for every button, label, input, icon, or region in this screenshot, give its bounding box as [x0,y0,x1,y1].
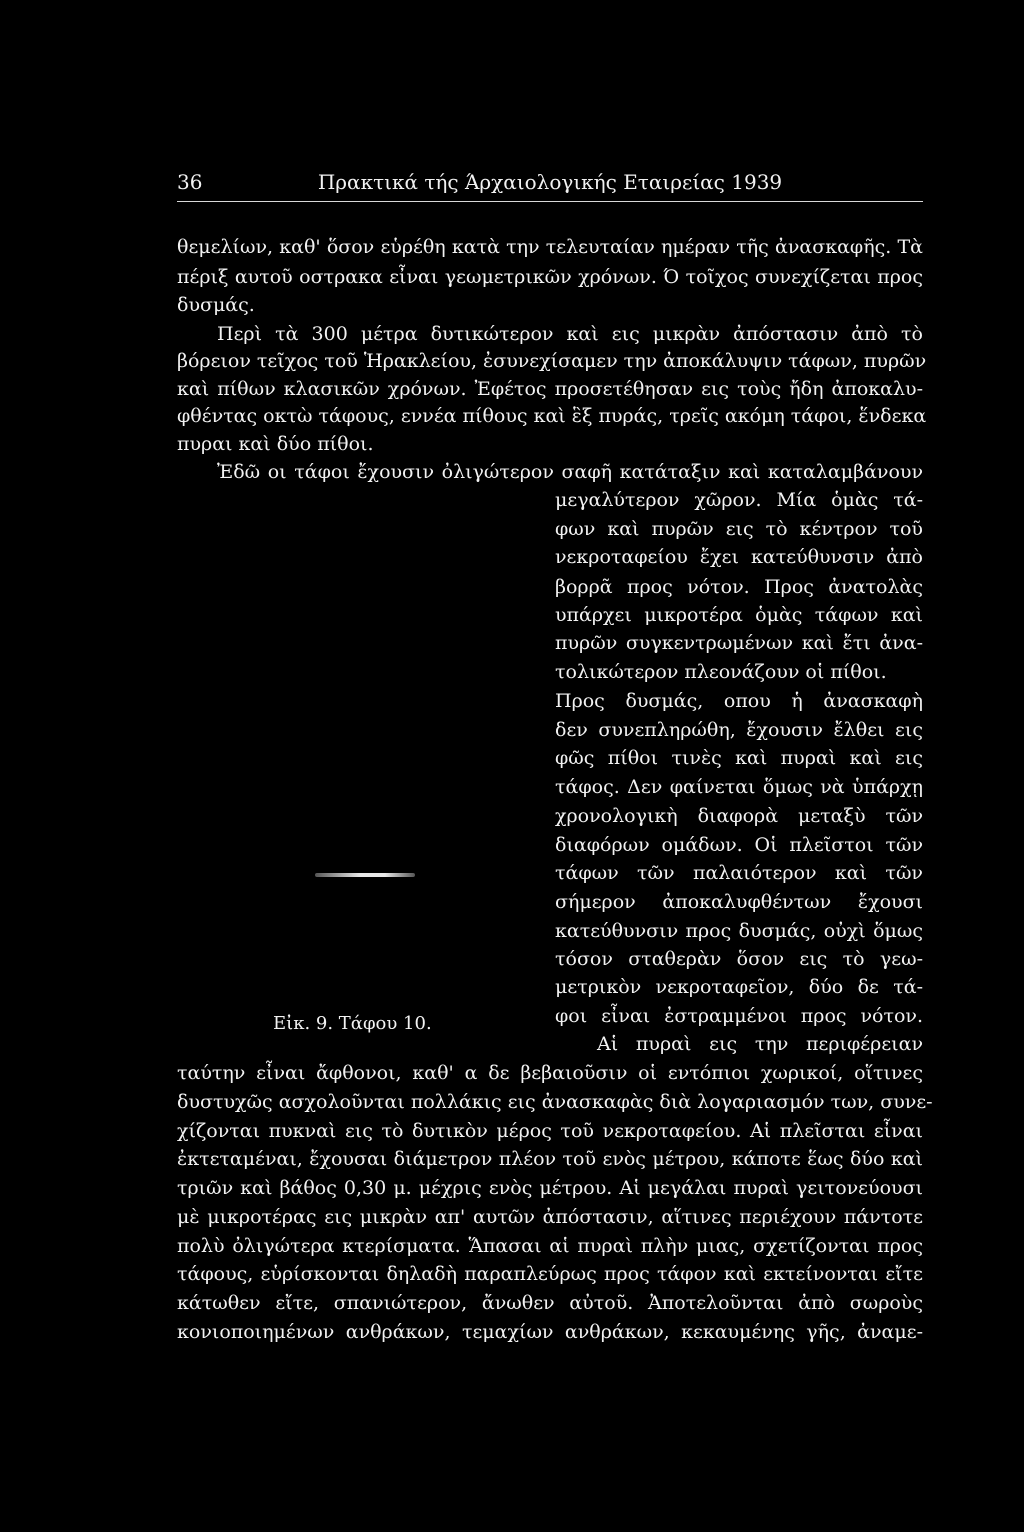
text-line: φοι εἶναι ἐστραμμένοι προς νότον. [555,1005,923,1027]
text-line: τάφους, εὑρίσκονται δηλαδὴ παραπλεύρως προς τάφον καὶ εκτείνονται εἴτε [177,1263,923,1285]
text-line: δυστυχῶς ασχολοῦνται πολλάκις εις ἀνασκαφὰς διὰ λογαριασμόν των, συνε- [177,1091,933,1113]
text-line: τόσον σταθερὰν ὅσον εις τὸ γεω- [555,948,923,970]
text-line: χρονολογικὴ διαφορὰ μεταξὺ τῶν [555,805,923,827]
text-line: νεκροταφείου ἔχει κατεύθυνσιν ἀπὸ [555,546,923,568]
text-line: πολὺ ὀλιγώτερα κτερίσματα. Ἅπασαι αἱ πυραὶ πλὴν μιας, σχετίζονται προς [177,1235,923,1257]
text-line: τριῶν καὶ βάθος 0,30 μ. μέχρις ενὸς μέτρου. Αἱ μεγάλαι πυραὶ γειτονεύουσι [177,1177,923,1199]
text-line: πέριξ αυτοῦ οστρακα εἶναι γεωμετρικῶν χρόνων. Ό τοῖχος συνεχίζεται προς [177,266,923,288]
text-line: βορρᾶ προς νότον. Προς ἀνατολὰς [555,576,923,598]
text-line: μετρικὸν νεκροταφεῖον, δύο δε τά- [555,976,923,998]
text-line: ἐκτεταμέναι, ἔχουσαι διάμετρον πλέον τοῦ ενὸς μέτρου, κάποτε ἕως δύο καὶ [177,1148,923,1170]
text-line: κάτωθεν εἴτε, σπανιώτερον, ἄνωθεν αὐτοῦ. Ἀποτελοῦνται ἀπὸ σωροὺς [177,1292,923,1314]
text-line: Προς δυσμάς, οπου ἡ ἀνασκαφὴ [555,690,923,712]
figure-illustration [315,873,415,877]
text-line: Περὶ τὰ 300 μέτρα δυτικώτερον καὶ εις μικρὰν ἀπόστασιν ἀπὸ τὸ [217,323,923,345]
page-number: 36 [177,170,203,194]
header-rule [177,201,923,202]
figure-9 [177,860,447,1034]
text-line: δυσμάς. [177,294,255,316]
text-line: φων καὶ πυρῶν εις τὸ κέντρον τοῦ [555,518,923,540]
text-line: πυρῶν συγκεντρωμένων καὶ ἔτι ἀνα- [555,632,923,654]
text-line: καὶ πίθων κλασικῶν χρόνων. Ἐφέτος προσετέθησαν εις τοὺς ἤδη ἀποκαλυ- [177,378,923,400]
text-line: μὲ μικροτέρας εις μικρὰν απ' αυτῶν ἀπόστασιν, αἵτινες περιέχουν πάντοτε [177,1206,923,1228]
text-line: Ἐδῶ οι τάφοι ἔχουσιν ὀλιγώτερον σαφῆ κατάταξιν καὶ καταλαμβάνουν [217,461,923,483]
text-line: δεν συνεπληρώθη, ἔχουσιν ἔλθει εις [555,719,923,741]
text-line: πυραι καὶ δύο πίθοι. [177,433,374,455]
text-line: κατεύθυνσιν προς δυσμάς, οὐχὶ ὅμως [555,920,923,942]
text-line: χίζονται πυκναὶ εις τὸ δυτικὸν μέρος τοῦ νεκροταφείου. Αἱ πλεῖσται εἶναι [177,1120,923,1142]
text-line: φθέντας οκτὼ τάφους, εννέα πίθους καὶ ἓξ πυράς, τρεῖς ακόμη τάφοι, ἕνδεκα [177,405,927,427]
text-line: Αἱ πυραὶ εις την περιφέρειαν [597,1033,923,1055]
text-line: διαφόρων ομάδων. Οἱ πλεῖστοι τῶν [555,834,923,856]
text-line: φῶς πίθοι τινὲς καὶ πυραὶ καὶ εις [555,747,923,769]
text-line: τάφων τῶν παλαιότερον καὶ τῶν [555,862,923,884]
running-title: Πρακτικά τής Άρχαιολογικής Εταιρείας 1939 [317,170,783,194]
text-line: μεγαλύτερον χῶρον. Μία ὁμὰς τά- [555,489,923,511]
text-line: υπάρχει μικροτέρα ὁμὰς τάφων καὶ [555,604,923,626]
figure-caption: Εἰκ. 9. Τάφου 10. [273,1013,432,1034]
text-line: σήμερον ἀποκαλυφθέντων ἔχουσι [555,891,923,913]
running-header [177,170,923,200]
text-line: θεμελίων, καθ' ὅσον εὑρέθη κατὰ την τελευταίαν ημέραν τῆς ἀνασκαφῆς. Τὰ [177,236,923,258]
text-line: τάφος. Δεν φαίνεται ὅμως νὰ ὑπάρχῃ [555,776,923,798]
text-line: τολικώτερον πλεονάζουν οἱ πίθοι. [555,661,887,683]
text-line: ταύτην εἶναι ἄφθονοι, καθ' α δε βεβαιοῦσιν οἱ εντόπιοι χωρικοί, οἵτινες [177,1062,923,1084]
text-line: κονιοποιημένων ανθράκων, τεμαχίων ανθράκων, κεκαυμένης γῆς, ἀναμε- [177,1321,923,1343]
text-line: βόρειον τεῖχος τοῦ Ἡρακλείου, ἐσυνεχίσαμεν την ἀποκάλυψιν τάφων, πυρῶν [177,350,927,372]
